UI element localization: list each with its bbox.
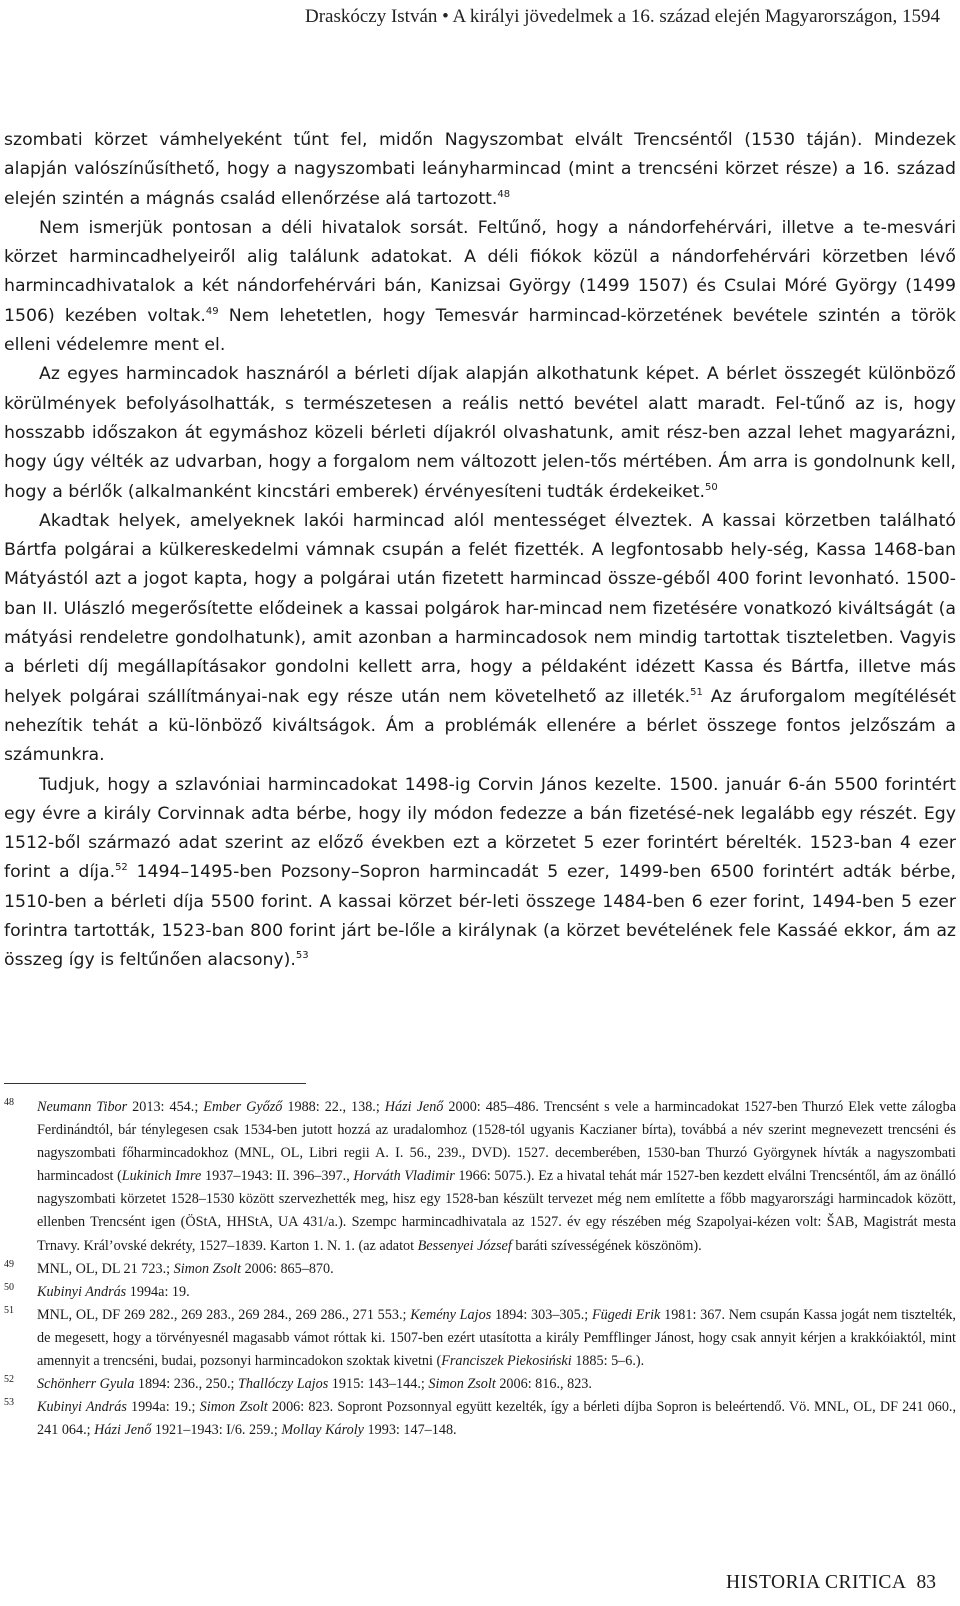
page-number: 83	[916, 1572, 936, 1593]
footnote-text: 1994a: 19.	[126, 1283, 190, 1300]
footnote-text: 1915: 143–144.;	[328, 1376, 429, 1393]
footnote-ref[interactable]: 50	[705, 481, 718, 493]
footnote-text: 1988: 22., 138.;	[282, 1099, 385, 1115]
author-name: Házi Jenő	[384, 1099, 444, 1115]
footnote-50	[4, 1281, 956, 1304]
footnote-text: 1894: 303–305.;	[491, 1306, 592, 1323]
paragraph-text: szombati körzet vámhelyeként tűnt fel, midőn Nagyszombat elvált Trencséntől (1530 táján). Mindezek alapján valószínűsíthető, hogy a nagyszombati leányharmincad (mint a trencséni körzet része) a 16. század elején szintén a mágnás család ellenőrzése alá tartozott.	[4, 130, 956, 209]
footnote-ref[interactable]: 53	[295, 950, 309, 962]
journal-name: HISTORIA CRITICA	[726, 1572, 907, 1593]
footnote-text: 2013: 454.;	[127, 1099, 204, 1115]
author-name: Schönherr Gyula	[37, 1376, 135, 1393]
footnote-text: 1921–1943: I/6. 259.;	[151, 1422, 282, 1439]
author-name: Kubinyi András	[37, 1399, 127, 1416]
paragraph	[4, 126, 956, 214]
author-name: Ember Győző	[203, 1099, 283, 1115]
footnote-text: 1993: 147–148.	[363, 1422, 457, 1439]
footnote-text: 2006: 865–870.	[241, 1260, 334, 1277]
author-name: Kemény Lajos	[410, 1306, 492, 1323]
footnote-number: 51	[4, 1304, 14, 1316]
paragraph-text: Az áruforgalom megítélését nehezítik tehát a kü-lönböző kiváltságok. Ám a problémák ellenére a bérlet összege fontos jelzőszám a számunkra.	[4, 686, 956, 766]
footnote-52	[4, 1373, 956, 1396]
footnotes	[4, 1096, 956, 1442]
footnote-number: 49	[4, 1258, 14, 1270]
author-name: Fügedi Erik	[591, 1306, 661, 1323]
running-head: Draskóczy István • A királyi jövedelmek a 16. század elején Magyarországon, 1594	[304, 6, 940, 27]
footnote-ref[interactable]: 52	[115, 862, 128, 874]
footnote-text: MNL, OL, DF 269 282., 269 283., 269 284., 269 286., 271 553.;	[37, 1306, 411, 1323]
footnote-text: MNL, OL, DL 21 723.;	[37, 1260, 174, 1277]
footnote-ref[interactable]: 48	[497, 188, 511, 200]
author-name: Thallóczy Lajos	[237, 1376, 329, 1393]
body-text	[4, 126, 956, 976]
author-name: Neumann Tibor	[37, 1099, 128, 1115]
author-name: Házi Jenő	[94, 1422, 152, 1439]
author-name: Simon Zsolt	[173, 1260, 242, 1277]
paragraph-text: 1494–1495-ben Pozsony–Sopron harmincadát 5 ezer, 1499-ben 6500 forintért adták bérbe, 1510-ben a bérleti díja 5500 forint. A kassai körzet bér-leti összege 1484-ben 6 ezer forint, 1494-ben 5 ezer forintra tartották, 1523-ban 800 forint járt be-lőle a királynak (a körzet bevételének fele Kassáé ekkor, ám az összeg így is feltűnően alacsony).	[4, 862, 956, 971]
footnote-ref[interactable]: 51	[690, 686, 703, 698]
footnote-text: 2006: 823. Sopront Pozsonnyal együtt kezelték, így a bérleti díjba Sopron is beleértendő. Vö. MNL, OL, DF 241 060., 241 064.;	[37, 1399, 957, 1439]
footnote-text: 2000: 485–486. Trencsént s vele a harmincadokat 1527-ben Thurzó Elek vette zálogba Ferdinándtól, bár ténylegesen csak 1534-ben jutott hozzá az uradalomhoz (1528-tól ugyanis Kaczianer bírta), továbbá a név szerint megnevezett trencséni és nagyszombati főharmincadokhoz (MNL, OL, Libri regii A. I. 56., 239., DVD). 1527. decemberében, 1530-ban Thurzó Györgynek hívták a nagyszombati harmincadost (	[37, 1099, 956, 1185]
footnote-text: 1894: 236., 250.;	[134, 1376, 238, 1393]
paragraph	[4, 507, 956, 771]
footnote-ref[interactable]: 49	[205, 305, 219, 317]
author-name: Franciszek Piekosiński	[441, 1353, 572, 1370]
footnote-separator	[4, 1083, 306, 1084]
footnote-text: 1994a: 19.;	[126, 1399, 200, 1416]
footnote-number: 48	[4, 1097, 14, 1108]
footnote-number: 52	[4, 1374, 14, 1386]
author-name: Mollay Károly	[281, 1422, 364, 1439]
page-footer	[726, 1572, 936, 1594]
author-name: Bessenyei József	[417, 1237, 512, 1254]
paragraph-text: Az egyes harmincadok hasznáról a bérleti díjak alapján alkothatunk képet. A bérlet összegét különböző körülmények befolyásolhatták, s természetesen a reális nettó bevétel alatt maradt. Fel-tűnő az is, hogy hosszabb időszakon át egymáshoz közeli bérleti díjakról olvashatunk, amit rész-ben azzal lehet magyarázni, hogy úgy vélték az udvarban, hogy a forgalom nem változott jelen-tős mértében. Ám arra is gondolnunk kell, hogy a bérlők (alkalmanként kincstári emberek) érvényesíteni tudták érdekeiket.	[4, 364, 956, 502]
footnote-text: baráti szívességének köszönöm).	[511, 1237, 702, 1254]
footnote-text: 1885: 5–6.).	[571, 1353, 645, 1370]
author-name: Kubinyi András	[37, 1283, 127, 1300]
footnote-number: 50	[4, 1281, 14, 1293]
paragraph	[4, 360, 956, 506]
footnote-48	[4, 1096, 956, 1258]
author-name: Lukinich Imre	[121, 1168, 202, 1185]
paragraph-text: Nem ismerjük pontosan a déli hivatalok sorsát. Feltűnő, hogy a nándorfehérvári, illetve a te-mesvári körzet harmincadhelyeiről alig találunk adatokat. A déli fiókok közül a nándorfehérvári körzetben lévő harmincadhivatalok a két nándorfehérvári bán, Kanizsai György (1499 1507) és Csulai Móré György (1499 1506) kezében voltak.	[4, 217, 956, 326]
paragraph	[4, 771, 956, 976]
paragraph-text: Nem lehetetlen, hogy Temesvár harmincad-körzetének bevétele szintén a török elleni védelemre ment el.	[4, 305, 956, 356]
footnote-number: 53	[4, 1397, 14, 1409]
footnote-49	[4, 1258, 956, 1281]
footnote-text: 1966: 5075.). Ez a hivatal tehát már 1527-ben kezdett elválni Trencséntől, ám az önálló nagyszombati körzetet 1528–1530 között szervezhették meg, hisz egy 1528-ban készült tervezet még nem említette a főbb magyarországi harmincadok között, ellenben Trencsént igen (ÖStA, HHStA, UA 431/a.). Szempc harmincadhivatala az 1527. év egy részében még Szapolyai-kézen volt: ŠAB, Magistrát mesta Trnavy. Král’ovské dekréty, 1527–1839. Karton 1. N. 1. (az adatot	[37, 1168, 956, 1254]
paragraph-text: Akadtak helyek, amelyeknek lakói harmincad alól mentességet élveztek. A kassai körzetben található Bártfa polgárai a külkereskedelmi vámnak csupán a felét fizették. A legfontosabb hely-ség, Kassa 1468-ban Mátyástól azt a jogot kapta, hogy a polgárai után fizetett harmincad össze-géből 400 forint levonható. 1500-ban II. Ulászló megerősítette elődeinek a kassai polgárok har-mincad nem fizetésére vonatkozó kiváltságát (a mátyási rendeletre gondolhatunk), amit azonban a harmincadosok nem mindig tartottak tiszteletben. Vagyis a bérleti díj megállapításakor gondolni kellett arra, hogy a példaként idézett Kassa és Bártfa, illetve más helyek polgárai szállítmányai-nak egy része után nem követelhető az illeték.	[4, 510, 956, 707]
footnote-text: 1981: 367. Nem csupán Kassa jogát nem tisztelték, de megesett, hogy a törvényesnél magasabb vámot róttak ki. 1507-ben ezért utasította a király Pemfflinger Jánost, hogy csak annyit kérjen a krakkóiaktól, mint amennyit a trencséni, budai, pozsonyi harmincadokon szoktak kivetni (	[37, 1306, 956, 1370]
footnote-text: 2006: 816., 823.	[495, 1376, 592, 1393]
paragraph	[4, 214, 956, 360]
footnote-51	[4, 1304, 956, 1373]
paragraph-text: Tudjuk, hogy a szlavóniai harmincadokat 1498-ig Corvin János kezelte. 1500. január 6-án 5500 forintért egy évre a király Corvinnak adta bérbe, hogy ily módon fedezze a bán fizetésé-nek legalább egy részét. Egy 1512-ből származó adat szerint az előző években ezt a körzetet 5 ezer forintért bérelték. 1523-ban 4 ezer forint a díja.	[4, 774, 956, 883]
footnote-text: 1937–1943: II. 396–397.,	[201, 1168, 354, 1185]
author-name: Simon Zsolt	[428, 1376, 496, 1393]
author-name: Simon Zsolt	[199, 1399, 268, 1416]
footnote-53	[4, 1396, 956, 1442]
author-name: Horváth Vladimir	[353, 1168, 455, 1185]
